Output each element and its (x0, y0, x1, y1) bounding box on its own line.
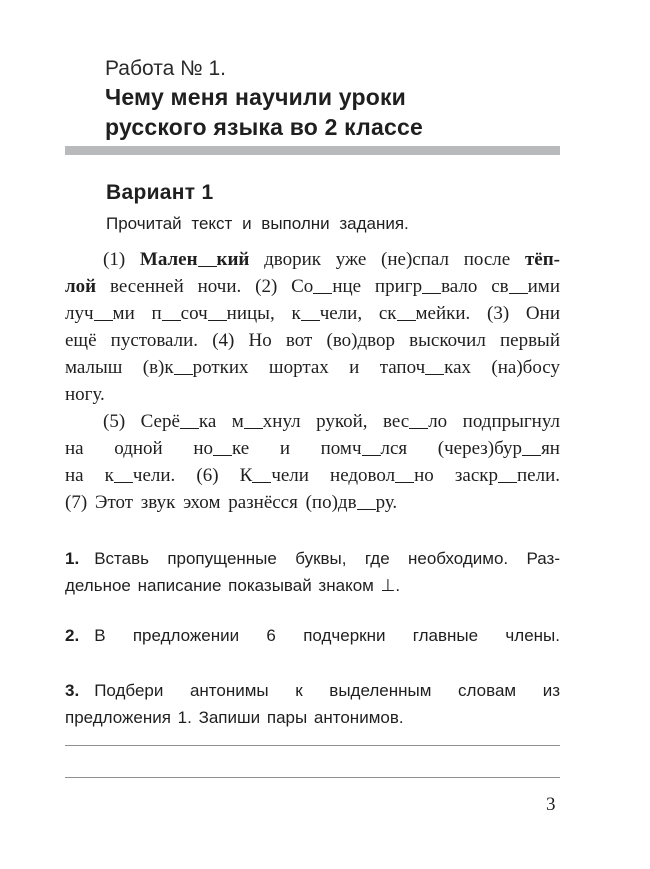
task-3 (65, 677, 560, 731)
exercise-text (65, 246, 560, 516)
text-line: (7) Этот звук эхом разнёсся (по)дв ру. (65, 492, 398, 513)
blank-underline (522, 453, 541, 456)
task-line: 3. Подбери антонимы к выделенным словам из (65, 681, 560, 700)
section-divider-bar (65, 146, 560, 155)
page-number: 3 (546, 794, 556, 815)
blank-underline (509, 291, 528, 294)
blank-underline (162, 318, 181, 321)
text-line: ещё пустовали. (4) Но вот (во)двор выскочил первый (65, 330, 560, 351)
answer-writing-line (65, 777, 560, 778)
task-line: дельное написание показывай знаком ⊥. (65, 576, 401, 595)
task-1 (65, 545, 560, 599)
blank-underline (362, 453, 381, 456)
instruction-text: Прочитай текст и выполни задания. (106, 214, 409, 233)
task-line: предложения 1. Запиши пары антонимов. (65, 708, 404, 727)
task-2 (65, 622, 560, 649)
blank-underline (94, 318, 113, 321)
variant-heading: Вариант 1 (106, 181, 214, 204)
task-line: 1. Вставь пропущенные буквы, где необходимо. Раз- (65, 549, 560, 568)
work-label: Работа № 1. (105, 57, 227, 80)
text-line: (5) Серё ка м хнул рукой, вес ло подпрыгнул (103, 411, 560, 432)
exercise-paragraph (65, 246, 560, 408)
text-line: луч ми п соч ницы, к чели, ск мейки. (3) Они (65, 303, 560, 324)
blank-underline (198, 264, 217, 267)
text-line: (1) Мален кий дворик уже (не)спал после тёп- (103, 249, 560, 270)
exercise-paragraph (65, 408, 560, 516)
answer-writing-line (65, 745, 560, 746)
page-title-line: Чему меня научили уроки (105, 84, 406, 110)
blank-underline (174, 372, 193, 375)
text-line: малыш (в)к ротких шортах и тапоч ках (на)босу (65, 357, 560, 378)
blank-underline (208, 318, 227, 321)
blank-underline (357, 507, 376, 510)
blank-underline (425, 372, 444, 375)
text-line: на к чели. (6) К чели недовол но заскр пели. (65, 465, 560, 486)
blank-underline (498, 480, 517, 483)
blank-underline (114, 480, 133, 483)
blank-underline (213, 453, 232, 456)
blank-underline (409, 426, 428, 429)
blank-underline (313, 291, 332, 294)
blank-underline (180, 426, 199, 429)
task-line: 2. В предложении 6 подчеркни главные члены. (65, 626, 560, 645)
text-line: ногу. (65, 384, 105, 405)
blank-underline (244, 426, 263, 429)
text-line: лой весенней ночи. (2) Со нце пригр вало св ими (65, 276, 560, 297)
blank-underline (397, 318, 416, 321)
task-number: 2. (65, 626, 80, 645)
task-number: 3. (65, 681, 80, 700)
work-header (105, 56, 423, 142)
text-line: на одной но ке и помч лся (через)бур ян (65, 438, 560, 459)
task-number: 1. (65, 549, 80, 568)
blank-underline (301, 318, 320, 321)
blank-underline (252, 480, 271, 483)
page-title-line: русского языка во 2 классе (105, 114, 423, 140)
page-title (105, 82, 423, 142)
blank-underline (395, 480, 414, 483)
blank-underline (422, 291, 441, 294)
